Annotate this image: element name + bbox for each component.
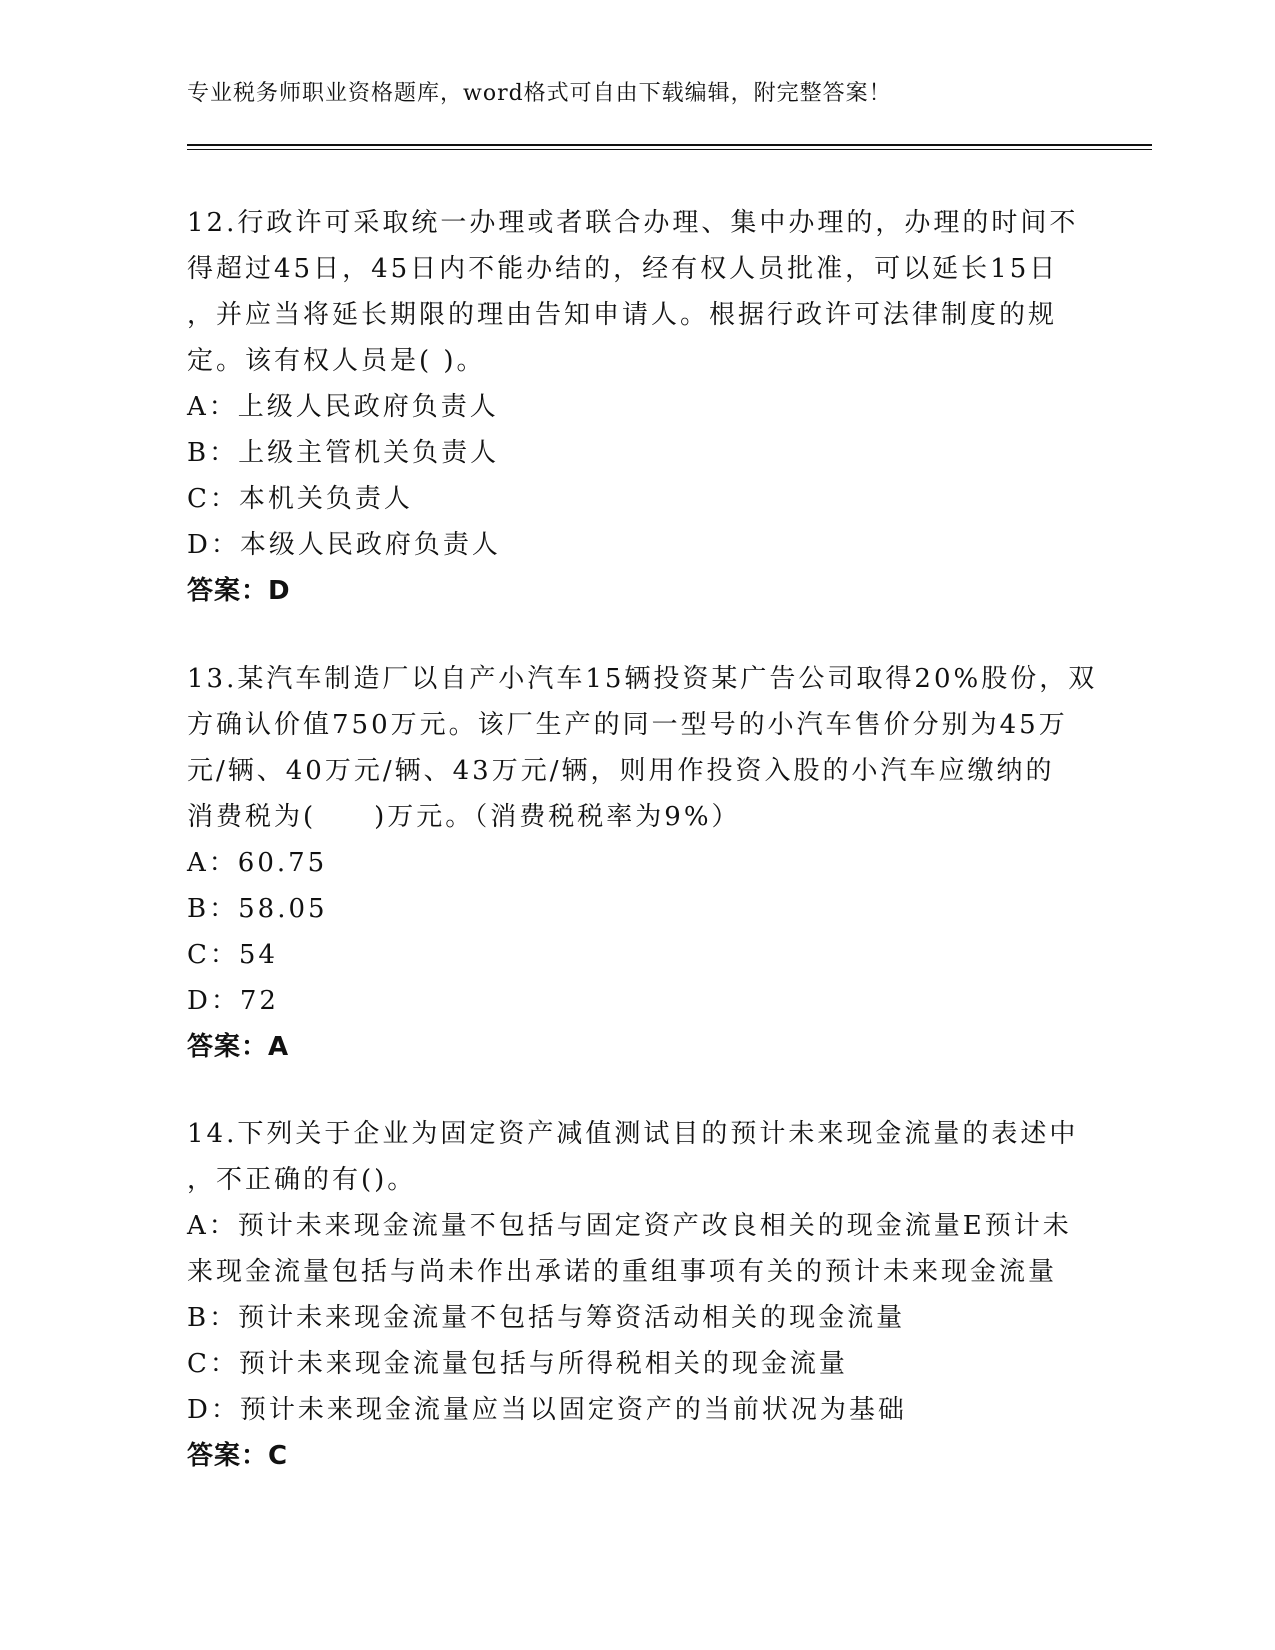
option-a-continued: 来现金流量包括与尚未作出承诺的重组事项有关的预计未来现金流量	[187, 1257, 1058, 1287]
option-a: A：上级人民政府负责人	[187, 392, 499, 422]
question-text-line: 方确认价值750万元。该厂生产的同一型号的小汽车售价分别为45万	[187, 710, 1068, 740]
option-c: C：预计未来现金流量包括与所得税相关的现金流量	[187, 1349, 848, 1379]
question-14	[187, 1111, 1107, 1479]
question-text-line: 14.下列关于企业为固定资产减值测试目的预计未来现金流量的表述中	[187, 1119, 1079, 1149]
option-b: B：上级主管机关负责人	[187, 438, 500, 468]
question-text-line: 定。该有权人员是( )。	[187, 346, 486, 376]
question-text-line: 元/辆、40万元/辆、43万元/辆，则用作投资入股的小汽车应缴纳的	[187, 756, 1055, 786]
answer-label: 答案：D	[187, 576, 291, 606]
question-12	[187, 200, 1107, 614]
option-b: B：58.05	[187, 894, 328, 924]
question-text-line: 12.行政许可采取统一办理或者联合办理、集中办理的，办理的时间不	[187, 208, 1079, 238]
option-a: A：预计未来现金流量不包括与固定资产改良相关的现金流量E预计未	[187, 1211, 1072, 1241]
question-text-line: 得超过45日，45日内不能办结的，经有权人员批准，可以延长15日	[187, 254, 1059, 284]
answer-label: 答案：C	[187, 1441, 289, 1471]
answer-label: 答案：A	[187, 1032, 290, 1062]
option-c: C：本机关负责人	[187, 484, 413, 514]
option-a: A：60.75	[187, 848, 328, 878]
option-b: B：预计未来现金流量不包括与筹资活动相关的现金流量	[187, 1303, 906, 1333]
page-header: 专业税务师职业资格题库，word格式可自由下载编辑，附完整答案！	[187, 81, 892, 106]
question-text-line: 消费税为( )万元。（消费税税率为9%）	[187, 802, 741, 832]
option-d: D：本级人民政府负责人	[187, 530, 501, 560]
option-d: D：72	[187, 986, 279, 1016]
question-text-line: ，并应当将延长期限的理由告知申请人。根据行政许可法律制度的规	[187, 300, 1058, 330]
question-text-line: 13.某汽车制造厂以自产小汽车15辆投资某广告公司取得20%股份，双	[187, 664, 1098, 694]
header-rule-thin	[187, 149, 1152, 150]
option-d: D：预计未来现金流量应当以固定资产的当前状况为基础	[187, 1395, 907, 1425]
question-13	[187, 656, 1107, 1070]
option-c: C：54	[187, 940, 278, 970]
question-text-line: ，不正确的有()。	[187, 1165, 417, 1195]
header-rule-thick	[187, 144, 1152, 146]
